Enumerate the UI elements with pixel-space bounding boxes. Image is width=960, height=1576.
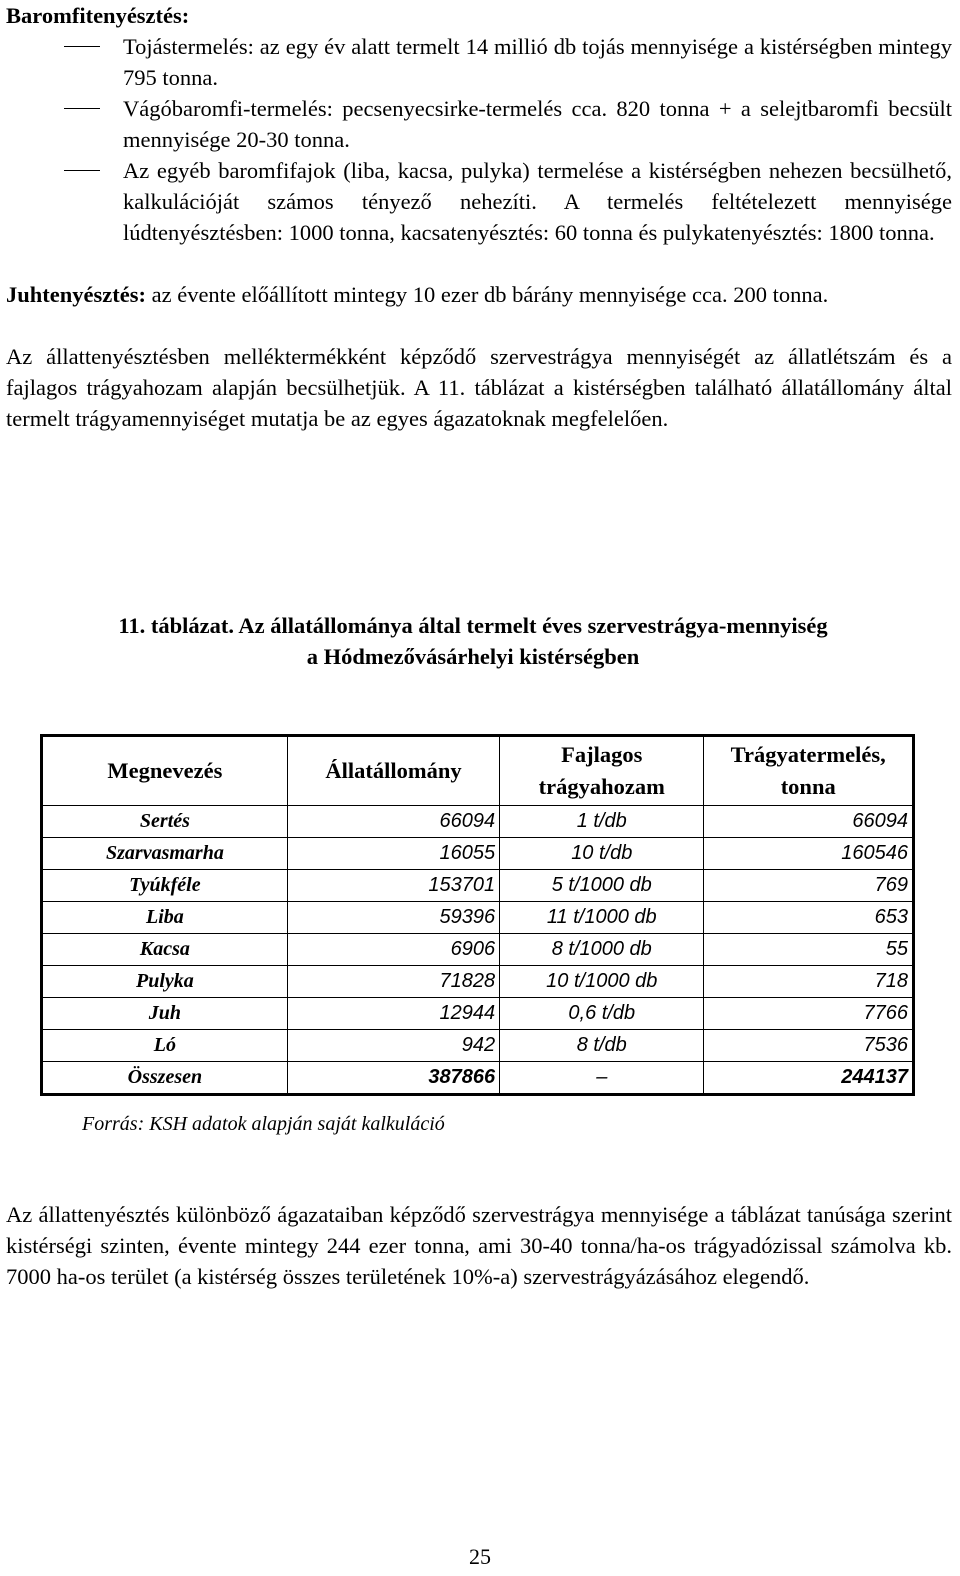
cell-stock: 942 — [287, 1030, 499, 1062]
table-source-note: Forrás: KSH adatok alapján saját kalkuláció — [82, 1113, 445, 1135]
cell-manure: 55 — [704, 934, 914, 966]
cell-stock: 16055 — [287, 838, 499, 870]
cell-name: Ló — [42, 1030, 288, 1062]
page-body — [6, 0, 952, 434]
dash-bullet-icon — [64, 170, 100, 171]
cell-name: Sertés — [42, 806, 288, 838]
page-number: 25 — [469, 1544, 491, 1569]
manure-intro-paragraph: Az állattenyésztésben melléktermékként képződő szervestrágya mennyiségét az állatlétszám és a fajlagos trágyahozam alapján becsülhetjük. A 11. táblázat a kistérségben található állatállomány által termelt trágyamennyiséget mutatja be az egyes ágazatoknak megfelelően. — [6, 344, 952, 431]
cell-rate: 1 t/db — [500, 806, 704, 838]
table-row — [42, 998, 914, 1030]
cell-name: Tyúkféle — [42, 870, 288, 902]
dash-bullet-icon — [64, 108, 100, 109]
cell-stock: 71828 — [287, 966, 499, 998]
bullet-item — [6, 31, 952, 93]
manure-table — [40, 734, 915, 1096]
dash-bullet-icon — [64, 46, 100, 47]
cell-rate: 10 t/1000 db — [500, 966, 704, 998]
cell-manure: 160546 — [704, 838, 914, 870]
cell-rate: 8 t/1000 db — [500, 934, 704, 966]
cell-total-name: Összesen — [42, 1062, 288, 1095]
cell-total-manure: 244137 — [704, 1062, 914, 1095]
sheep-paragraph — [6, 279, 952, 310]
table-caption-line-1: 11. táblázat. Az állatállománya által termelt éves szervestrágya-mennyiség — [118, 613, 828, 638]
poultry-bullet-list — [6, 31, 952, 248]
bullet-item — [6, 93, 952, 155]
table-header-row — [42, 736, 914, 806]
bullet-item — [6, 155, 952, 248]
cell-rate: 11 t/1000 db — [500, 902, 704, 934]
table-row — [42, 1030, 914, 1062]
bullet-text: Vágóbaromfi-termelés: pecsenyecsirke-termelés cca. 820 tonna + a selejtbaromfi becsült mennyisége 20-30 tonna. — [123, 96, 952, 152]
header-stock: Állatállomány — [287, 736, 499, 806]
cell-rate: 10 t/db — [500, 838, 704, 870]
bullet-text: Tojástermelés: az egy év alatt termelt 14 millió db tojás mennyisége a kistérségben mintegy 795 tonna. — [123, 34, 952, 90]
table-row — [42, 966, 914, 998]
cell-rate: 0,6 t/db — [500, 998, 704, 1030]
cell-name: Juh — [42, 998, 288, 1030]
bullet-text: Az egyéb baromfifajok (liba, kacsa, pulyka) termelése a kistérségben nehezen becsülhető, kalkulációját számos tényező nehezíti. A termelés feltételezett mennyisége lúdtenyésztésben: 1000 tonna, kacsatenyésztés: 60 tonna és pulykatenyésztés: 1800 tonna. — [123, 158, 952, 245]
cell-name: Pulyka — [42, 966, 288, 998]
header-rate: Fajlagos trágyahozam — [500, 736, 704, 806]
sheep-text: az évente előállított mintegy 10 ezer db bárány mennyisége cca. 200 tonna. — [145, 282, 829, 307]
table-row — [42, 902, 914, 934]
cell-total-rate: – — [500, 1062, 704, 1095]
cell-rate: 8 t/db — [500, 1030, 704, 1062]
cell-stock: 59396 — [287, 902, 499, 934]
header-manure: Trágyatermelés, tonna — [704, 736, 914, 806]
table-total-row — [42, 1062, 914, 1095]
cell-manure: 718 — [704, 966, 914, 998]
sheep-lead: Juhtenyésztés: — [6, 282, 146, 307]
cell-stock: 66094 — [287, 806, 499, 838]
cell-name: Kacsa — [42, 934, 288, 966]
cell-name: Liba — [42, 902, 288, 934]
cell-total-stock: 387866 — [287, 1062, 499, 1095]
closing-paragraph: Az állattenyésztés különböző ágazataiban képződő szervestrágya mennyisége a táblázat tanúsága szerint kistérségi szinten, évente mintegy 244 ezer tonna, ami 30-40 tonna/ha-os trágyadózissal számolva kb. 7000 ha-os terület (a kistérség összes területének 10%-a) szervestrágyázásához elegendő. — [6, 1202, 952, 1289]
table-row — [42, 870, 914, 902]
cell-manure: 653 — [704, 902, 914, 934]
cell-manure: 7536 — [704, 1030, 914, 1062]
table-row — [42, 806, 914, 838]
cell-stock: 6906 — [287, 934, 499, 966]
cell-stock: 153701 — [287, 870, 499, 902]
cell-rate: 5 t/1000 db — [500, 870, 704, 902]
header-name: Megnevezés — [42, 736, 288, 806]
table-row — [42, 838, 914, 870]
table-row — [42, 934, 914, 966]
cell-manure: 66094 — [704, 806, 914, 838]
cell-manure: 769 — [704, 870, 914, 902]
section-heading-poultry: Baromfitenyésztés: — [6, 3, 190, 28]
cell-name: Szarvasmarha — [42, 838, 288, 870]
cell-stock: 12944 — [287, 998, 499, 1030]
cell-manure: 7766 — [704, 998, 914, 1030]
table-caption-line-2: a Hódmezővásárhelyi kistérségben — [306, 644, 640, 669]
